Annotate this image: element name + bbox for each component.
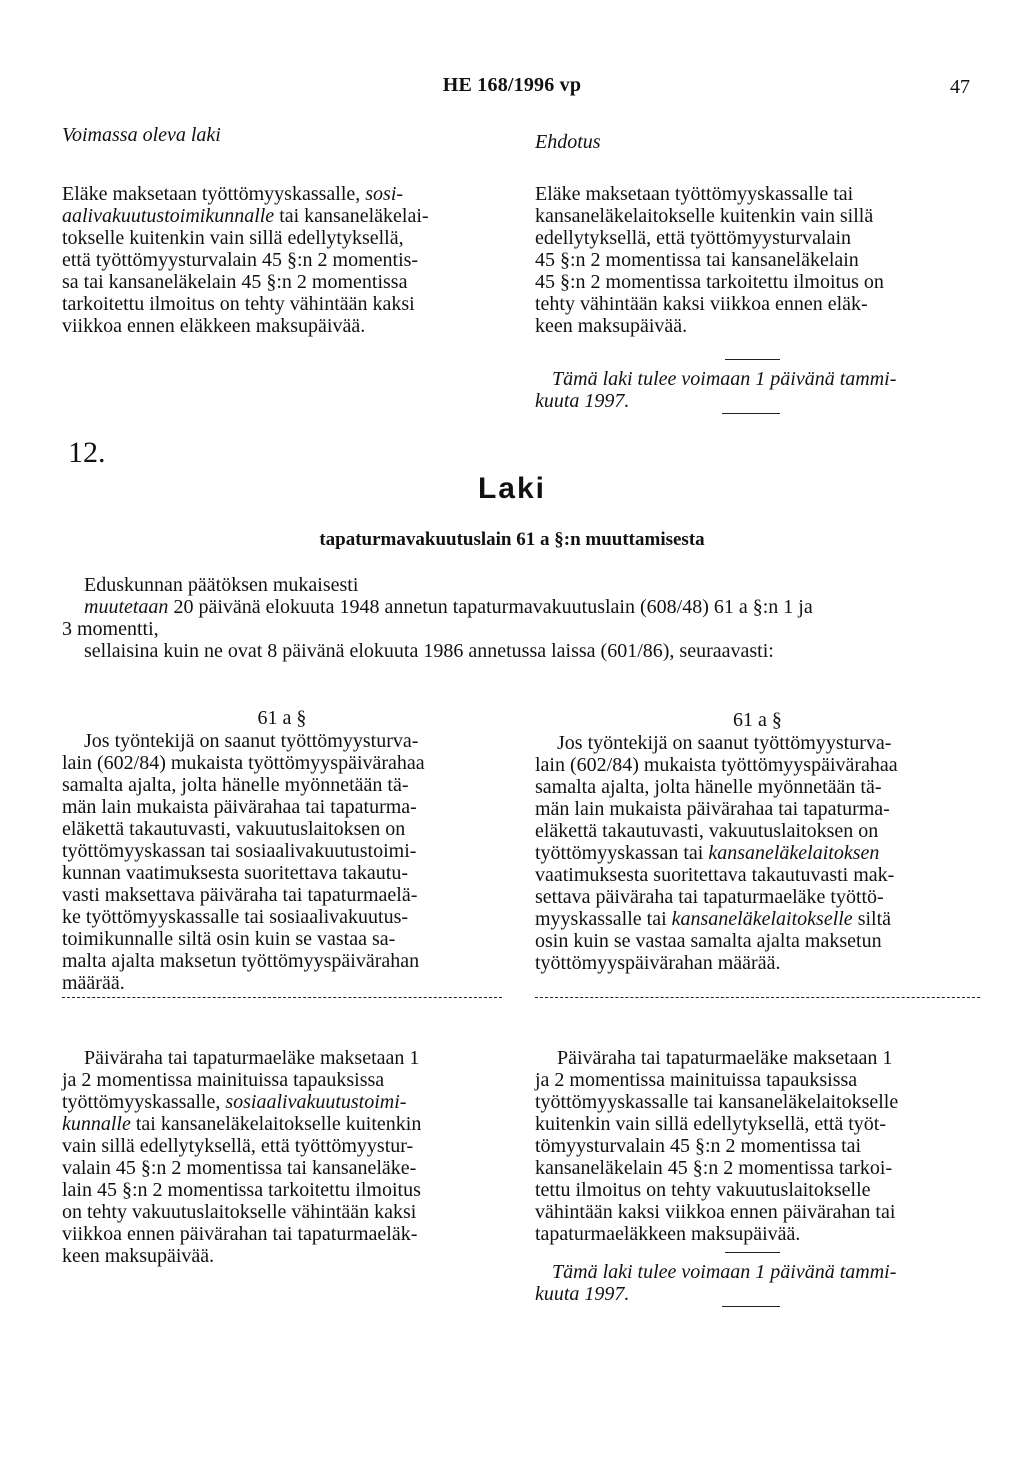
- text-line: määrää.: [62, 972, 125, 994]
- text-line: [535, 842, 980, 864]
- text-line: [62, 1091, 502, 1113]
- text-line: lain 45 §:n 2 momentissa tarkoitettu ilmoitus: [62, 1179, 421, 1201]
- text-line: vasti maksettava päiväraha tai tapaturmaelä-: [62, 884, 418, 906]
- text-line: Eläke maksetaan työttömyyskassalle, sosi-: [62, 183, 404, 205]
- text-line: ja 2 momentissa mainituissa tapauksissa: [62, 1069, 385, 1091]
- text-fragment: siltä: [852, 908, 892, 930]
- text-line: valain 45 §:n 2 momentissa tai kansaneläke-: [62, 1157, 417, 1179]
- text-line: Päiväraha tai tapaturmaeläke maksetaan 1: [84, 1047, 420, 1069]
- italic-text: sosiaalivakuutustoimi-: [225, 1091, 407, 1113]
- italic-text: kunnalle: [62, 1113, 131, 1135]
- separator-line: [725, 1252, 780, 1253]
- text-line: eläkettä takautuvasti, vakuutuslaitoksen on: [62, 818, 406, 840]
- separator-line: [722, 1306, 780, 1307]
- section-label-left: 61 a §: [257, 707, 307, 729]
- text-line: tokselle kuitenkin vain sillä edellytyksellä,: [62, 227, 404, 249]
- text-line: kunnan vaatimuksesta suoritettava takautu-: [62, 862, 409, 884]
- text-line: Jos työntekijä on saanut työttömyysturva-: [84, 730, 419, 752]
- italic-text: kansaneläkelaitoksen: [708, 842, 880, 864]
- italic-text: sosi-: [365, 183, 404, 205]
- text-line: [535, 908, 980, 930]
- text-line: keen maksupäivää.: [62, 1245, 215, 1267]
- proposal-moment-1: [535, 732, 980, 974]
- preamble-line: Eduskunnan päätöksen mukaisesti: [84, 574, 359, 596]
- text-fragment: myyskassalle tai: [535, 908, 672, 930]
- text-line: aalivakuutustoimikunnalle tai kansaneläkelai-: [62, 205, 429, 227]
- italic-text: kansaneläkelaitokselle: [671, 908, 853, 930]
- text-line: vain sillä edellytyksellä, että työttömyystur-: [62, 1135, 414, 1157]
- text-line: samalta ajalta, jolta hänelle myönnetään tä-: [62, 774, 409, 796]
- text-line: eläkettä takautuvasti, vakuutuslaitoksen on: [535, 820, 879, 842]
- text-line: Tämä laki tulee voimaan 1 päivänä tammi-: [552, 1261, 897, 1283]
- text-line: ke työttömyyskassalle tai sosiaalivakuutus-: [62, 906, 409, 928]
- text-line: vaatimuksesta suoritettava takautuvasti mak-: [535, 864, 895, 886]
- text-line: työttömyyskassalle tai kansaneläkelaitokselle: [535, 1091, 899, 1113]
- text-line: tapaturmaeläkkeen maksupäivää.: [535, 1223, 801, 1245]
- text-line: 45 §:n 2 momentissa tarkoitettu ilmoitus on: [535, 271, 884, 293]
- text-line: kuuta 1997.: [535, 1283, 630, 1305]
- text-line: män lain mukaista päivärahaa tai tapaturma-: [535, 798, 890, 820]
- text-line: Eläke maksetaan työttömyyskassalle tai: [535, 183, 854, 205]
- entry-into-force-note: [535, 368, 980, 412]
- law-number: 12.: [68, 436, 106, 469]
- text-line: ja 2 momentissa mainituissa tapauksissa: [535, 1069, 858, 1091]
- preamble-line: [62, 596, 982, 618]
- text-line: että työttömyysturvalain 45 §:n 2 momentis-: [62, 249, 419, 271]
- preamble-line: 3 momentti,: [62, 618, 159, 640]
- text-line: työttömyyspäivärahan määrää.: [535, 952, 781, 974]
- text-line: tehty vähintään kaksi viikkoa ennen eläk-: [535, 293, 868, 315]
- proposal-moment-3: [535, 1047, 980, 1245]
- text-line: tettu ilmoitus on tehty vakuutuslaitokselle: [535, 1179, 871, 1201]
- old-law-paragraph: [62, 183, 502, 337]
- text-line: viikkoa ennen eläkkeen maksupäivää.: [62, 315, 366, 337]
- separator-line: [725, 359, 780, 360]
- text-line: kansaneläkelain 45 §:n 2 momentissa tarkoi-: [535, 1157, 893, 1179]
- page-number: 47: [950, 76, 970, 98]
- text-line: lain (602/84) mukaista työttömyyspäivärahaa: [62, 752, 425, 774]
- text-fragment: tai kansaneläkelaitokselle kuitenkin: [130, 1113, 422, 1135]
- text-line: kuitenkin vain sillä edellytyksellä, että työt-: [535, 1113, 887, 1135]
- old-law-moment-3: [62, 1047, 502, 1267]
- text-line: samalta ajalta, jolta hänelle myönnetään tä-: [535, 776, 882, 798]
- text-fragment: työttömyyskassalle,: [62, 1091, 226, 1113]
- italic-text: muutetaan: [84, 596, 169, 618]
- law-preamble: [62, 574, 982, 662]
- text-line: 45 §:n 2 momentissa tai kansaneläkelain: [535, 249, 859, 271]
- omission-dash-line: [535, 997, 980, 998]
- separator-line: [722, 413, 780, 414]
- text-line: Päiväraha tai tapaturmaeläke maksetaan 1: [557, 1047, 893, 1069]
- text-line: keen maksupäivää.: [535, 315, 688, 337]
- text-line: settava päiväraha tai tapaturmaeläke työttö-: [535, 886, 884, 908]
- text-line: vähintään kaksi viikkoa ennen päivärahan tai: [535, 1201, 896, 1223]
- proposal-paragraph: [535, 183, 980, 337]
- text-line: sa tai kansaneläkelain 45 §:n 2 momentissa: [62, 271, 408, 293]
- text-line: tarkoitettu ilmoitus on tehty vähintään kaksi: [62, 293, 415, 315]
- law-subtitle: tapaturmavakuutuslain 61 a §:n muuttamisesta: [319, 529, 705, 550]
- left-column-heading: Voimassa oleva laki: [62, 124, 221, 146]
- text-line: [62, 1113, 502, 1135]
- running-title: HE 168/1996 vp: [442, 74, 582, 96]
- text-line: män lain mukaista päivärahaa tai tapaturma-: [62, 796, 417, 818]
- italic-text: aalivakuutustoimikunnalle: [62, 205, 275, 227]
- right-column-heading: Ehdotus: [535, 131, 601, 153]
- text-line: osin kuin se vastaa samalta ajalta maksetun: [535, 930, 882, 952]
- text-line: on tehty vakuutuslaitokselle vähintään kaksi: [62, 1201, 417, 1223]
- text-line: viikkoa ennen päivärahan tai tapaturmaeläk-: [62, 1223, 418, 1245]
- text-line: tömyysturvalain 45 §:n 2 momentissa tai: [535, 1135, 862, 1157]
- section-label-right: 61 a §: [733, 709, 782, 731]
- preamble-line: sellaisina kuin ne ovat 8 päivänä elokuuta 1986 annetussa laissa (601/86), seuraavasti:: [84, 640, 774, 662]
- text-line: kuuta 1997.: [535, 390, 630, 412]
- law-title: Laki: [477, 472, 547, 505]
- text-line: toimikunnalle siltä osin kuin se vastaa sa-: [62, 928, 396, 950]
- old-law-moment-1: [62, 730, 502, 994]
- text-line: Jos työntekijä on saanut työttömyysturva-: [557, 732, 892, 754]
- entry-into-force-note: [535, 1261, 980, 1305]
- text-line: malta ajalta maksetun työttömyyspäivärahan: [62, 950, 420, 972]
- preamble-text: 20 päivänä elokuuta 1948 annetun tapaturmavakuutuslain (608/48) 61 a §:n 1 ja: [168, 596, 813, 618]
- text-line: lain (602/84) mukaista työttömyyspäivärahaa: [535, 754, 898, 776]
- text-line: työttömyyskassan tai sosiaalivakuutustoimi-: [62, 840, 417, 862]
- text-line: Tämä laki tulee voimaan 1 päivänä tammi-: [552, 368, 897, 390]
- omission-dash-line: [62, 997, 502, 998]
- text-line: edellytyksellä, että työttömyysturvalain: [535, 227, 852, 249]
- text-fragment: työttömyyskassan tai: [535, 842, 709, 864]
- text-line: kansaneläkelaitokselle kuitenkin vain sillä: [535, 205, 874, 227]
